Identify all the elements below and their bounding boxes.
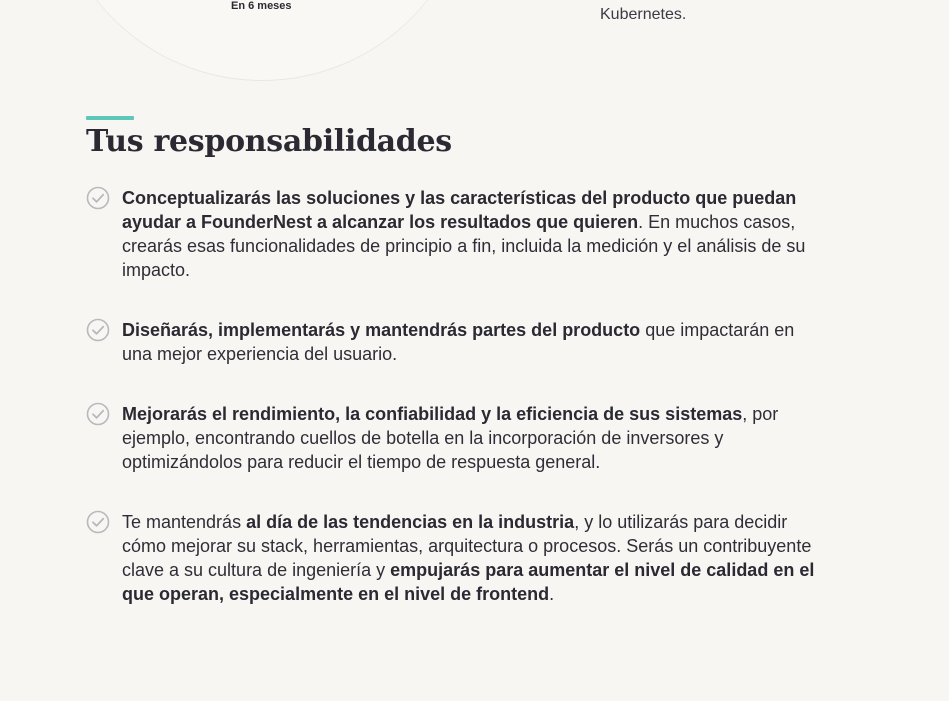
responsibility-regular-text: . En muchos casos, crearás esas funcionalidades de principio a fin, incluida la medición y el análisis de su impacto. <box>122 212 806 280</box>
check-circle-icon <box>86 510 110 534</box>
responsibility-regular-text: . <box>549 584 555 604</box>
responsibility-bold-text: al día de las tendencias en la industria <box>246 512 575 532</box>
check-circle-icon <box>86 402 110 426</box>
section-title: Tus responsabilidades <box>86 124 452 159</box>
responsibility-regular-text: que impactarán en una mejor experiencia del usuario. <box>122 320 795 364</box>
responsibility-bold-text: Conceptualizarás las soluciones y las características del producto que puedan ayudar a FounderNest a alcanzar los resultados que quieren <box>122 188 797 232</box>
responsibility-text <box>122 318 826 366</box>
check-circle-icon <box>86 186 110 210</box>
circle-caption: En 6 meses <box>231 0 292 12</box>
responsibility-regular-text: , por ejemplo, encontrando cuellos de botella en la incorporación de inversores y optimizándolos para reducir el tiempo de respuesta general. <box>122 404 779 472</box>
responsibility-regular-text: , y lo utilizarás para decidir cómo mejorar su stack, herramientas, arquitectura o procesos. Serás un contribuyente clave a su cultura de ingeniería y <box>122 512 812 580</box>
section-accent-bar <box>86 116 134 120</box>
responsibility-bold-text: Diseñarás, implementarás y mantendrás partes del producto <box>122 320 641 340</box>
responsibility-bold-text: empujarás para aumentar el nivel de calidad en el que operan, especialmente en el nivel de frontend <box>122 560 815 604</box>
responsibility-text <box>122 186 826 282</box>
responsibility-text <box>122 510 826 606</box>
responsibility-bold-text: Mejorarás el rendimiento, la confiabilidad y la eficiencia de sus sistemas <box>122 404 743 424</box>
check-circle-icon <box>86 318 110 342</box>
top-right-text: Kubernetes. <box>600 6 687 23</box>
responsibility-text <box>122 402 826 474</box>
responsibility-regular-text: Te mantendrás <box>122 512 247 532</box>
